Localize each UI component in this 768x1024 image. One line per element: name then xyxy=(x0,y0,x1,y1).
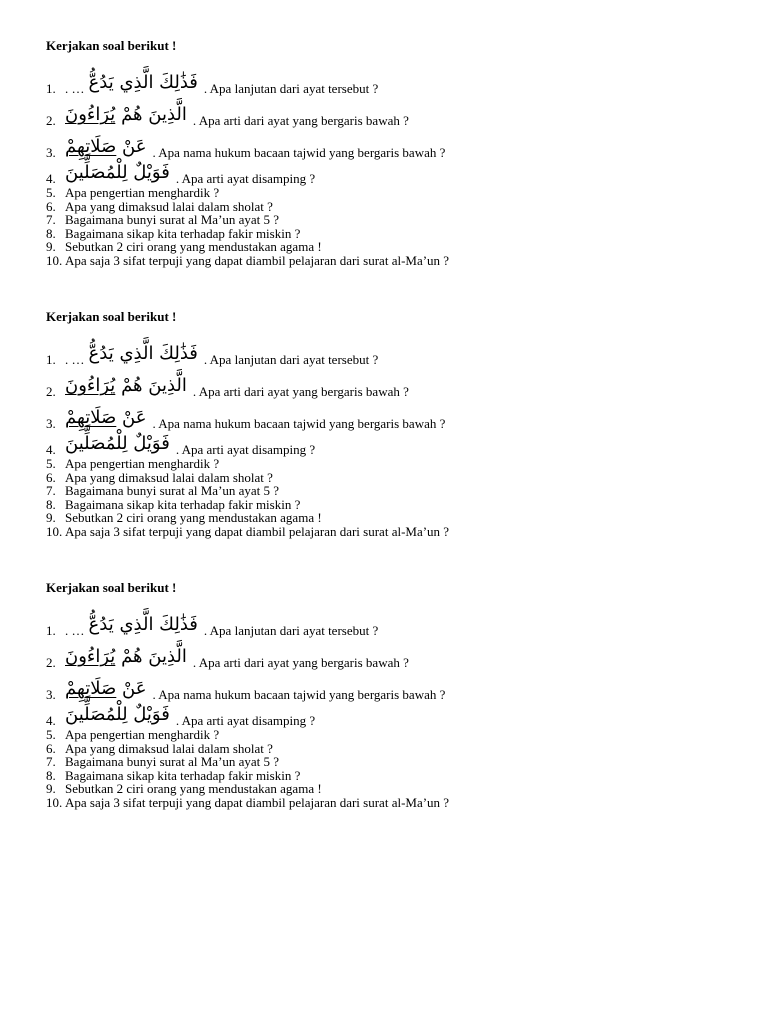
question-8: 8. Bagaimana sikap kita terhadap fakir miskin ? xyxy=(46,767,301,783)
question-text: . Apa lanjutan dari ayat tersebut ? xyxy=(203,352,379,368)
question-text: . Apa arti dari ayat yang bergaris bawah ? xyxy=(192,384,409,400)
question-text: Bagaimana sikap kita terhadap fakir miskin ? xyxy=(65,225,301,241)
question-9: 9. Sebutkan 2 ciri orang yang mendustakan agama ! xyxy=(46,239,322,255)
question-text: Apa yang dimaksud lalai dalam sholat ? xyxy=(65,469,273,485)
question-text: . Apa lanjutan dari ayat tersebut ? xyxy=(203,623,379,639)
question-text: . Apa arti dari ayat yang bergaris bawah ? xyxy=(192,113,409,129)
question-text: . Apa arti ayat disamping ? xyxy=(175,442,316,458)
question-text: Bagaimana sikap kita terhadap fakir miskin ? xyxy=(65,496,301,512)
question-8: 8. Bagaimana sikap kita terhadap fakir miskin ? xyxy=(46,225,301,241)
question-text: . Apa nama hukum bacaan tajwid yang bergaris bawah ? xyxy=(152,687,446,703)
question-text: Apa pengertian menghardik ? xyxy=(65,456,220,471)
question-7: 7. Bagaimana bunyi surat al Ma’un ayat 5 ? xyxy=(46,483,280,499)
question-3: 3. عَنْ صَلَاتِهِمْ . Apa nama hukum bacaan tajwid yang bergaris bawah ? xyxy=(46,407,446,432)
question-5: 5. Apa pengertian menghardik ? xyxy=(46,456,220,471)
question-text: . Apa nama hukum bacaan tajwid yang bergaris bawah ? xyxy=(152,145,446,161)
question-6: 6. Apa yang dimaksud lalai dalam sholat ? xyxy=(46,198,273,214)
question-text: Bagaimana sikap kita terhadap fakir miskin ? xyxy=(65,767,301,783)
question-10: 10. Apa saja 3 sifat terpuji yang dapat diambil pelajaran dari surat al-Ma’un ? xyxy=(46,523,450,539)
arabic-verse: فَذَٰلِكَ الَّذِي يَدُعُّ xyxy=(88,72,198,93)
question-text: Apa yang dimaksud lalai dalam sholat ? xyxy=(65,198,273,214)
arabic-verse: الَّذِينَ هُمْ يُرَاءُونَ xyxy=(65,104,187,125)
arabic-verse: عَنْ صَلَاتِهِمْ xyxy=(65,407,147,428)
question-text: . Apa arti ayat disamping ? xyxy=(175,171,316,187)
question-text: Apa saja 3 sifat terpuji yang dapat diambil pelajaran dari surat al-Ma’un ? xyxy=(65,794,450,810)
arabic-verse: فَوَيْلٌ لِلْمُصَلِّينَ xyxy=(65,433,170,454)
arabic-verse: عَنْ صَلَاتِهِمْ xyxy=(65,678,147,699)
question-5: 5. Apa pengertian menghardik ? xyxy=(46,727,220,742)
underlined-word: صَلَاتِهِمْ xyxy=(65,136,117,157)
question-2: 2. الَّذِينَ هُمْ يُرَاءُونَ . Apa arti dari ayat yang bergaris bawah ? xyxy=(46,646,409,671)
question-4: 4. فَوَيْلٌ لِلْمُصَلِّينَ . Apa arti ayat disamping ? xyxy=(46,433,316,458)
question-text: Bagaimana bunyi surat al Ma’un ayat 5 ? xyxy=(65,483,280,499)
question-text: Sebutkan 2 ciri orang yang mendustakan agama ! xyxy=(65,781,322,797)
question-1: 1. . … فَذَٰلِكَ الَّذِي يَدُعُّ . Apa lanjutan dari ayat tersebut ? xyxy=(46,72,379,97)
question-5: 5. Apa pengertian menghardik ? xyxy=(46,185,220,200)
question-10: 10. Apa saja 3 sifat terpuji yang dapat diambil pelajaran dari surat al-Ma’un ? xyxy=(46,794,450,810)
question-text: Sebutkan 2 ciri orang yang mendustakan agama ! xyxy=(65,239,322,255)
question-1: 1. . … فَذَٰلِكَ الَّذِي يَدُعُّ . Apa lanjutan dari ayat tersebut ? xyxy=(46,614,379,639)
arabic-verse: فَذَٰلِكَ الَّذِي يَدُعُّ xyxy=(88,343,198,364)
underlined-word: يُرَاءُونَ xyxy=(65,646,116,667)
question-text: Apa pengertian menghardik ? xyxy=(65,727,220,742)
question-text: Bagaimana bunyi surat al Ma’un ayat 5 ? xyxy=(65,754,280,770)
arabic-verse: فَوَيْلٌ لِلْمُصَلِّينَ xyxy=(65,704,170,725)
question-text: Sebutkan 2 ciri orang yang mendustakan agama ! xyxy=(65,510,322,526)
question-text: . Apa arti ayat disamping ? xyxy=(175,713,316,729)
question-text: . Apa lanjutan dari ayat tersebut ? xyxy=(203,81,379,97)
arabic-verse: فَذَٰلِكَ الَّذِي يَدُعُّ xyxy=(88,614,198,635)
question-6: 6. Apa yang dimaksud lalai dalam sholat ? xyxy=(46,740,273,756)
question-text: . Apa arti dari ayat yang bergaris bawah ? xyxy=(192,655,409,671)
question-4: 4. فَوَيْلٌ لِلْمُصَلِّينَ . Apa arti ayat disamping ? xyxy=(46,704,316,729)
question-text: Apa pengertian menghardik ? xyxy=(65,185,220,200)
question-3: 3. عَنْ صَلَاتِهِمْ . Apa nama hukum bacaan tajwid yang bergaris bawah ? xyxy=(46,678,446,703)
underlined-word: صَلَاتِهِمْ xyxy=(65,407,117,428)
question-text: Apa saja 3 sifat terpuji yang dapat diambil pelajaran dari surat al-Ma’un ? xyxy=(65,523,450,539)
worksheet-block-3 xyxy=(46,580,746,810)
question-7: 7. Bagaimana bunyi surat al Ma’un ayat 5 ? xyxy=(46,212,280,228)
worksheet-block-2 xyxy=(46,309,746,539)
question-3: 3. عَنْ صَلَاتِهِمْ . Apa nama hukum bacaan tajwid yang bergaris bawah ? xyxy=(46,136,446,161)
question-10: 10. Apa saja 3 sifat terpuji yang dapat diambil pelajaran dari surat al-Ma’un ? xyxy=(46,252,450,268)
underlined-word: يُرَاءُونَ xyxy=(65,104,116,125)
worksheet-block-1 xyxy=(46,38,746,268)
underlined-word: صَلَاتِهِمْ xyxy=(65,678,117,699)
question-9: 9. Sebutkan 2 ciri orang yang mendustakan agama ! xyxy=(46,510,322,526)
question-2: 2. الَّذِينَ هُمْ يُرَاءُونَ . Apa arti dari ayat yang bergaris bawah ? xyxy=(46,375,409,400)
question-text: . Apa nama hukum bacaan tajwid yang bergaris bawah ? xyxy=(152,416,446,432)
question-text: Apa yang dimaksud lalai dalam sholat ? xyxy=(65,740,273,756)
arabic-verse: الَّذِينَ هُمْ يُرَاءُونَ xyxy=(65,646,187,667)
worksheet-title: Kerjakan soal berikut ! xyxy=(46,309,177,324)
question-text: Bagaimana bunyi surat al Ma’un ayat 5 ? xyxy=(65,212,280,228)
question-8: 8. Bagaimana sikap kita terhadap fakir miskin ? xyxy=(46,496,301,512)
question-text: Apa saja 3 sifat terpuji yang dapat diambil pelajaran dari surat al-Ma’un ? xyxy=(65,252,450,268)
worksheet-title: Kerjakan soal berikut ! xyxy=(46,38,177,53)
question-2: 2. الَّذِينَ هُمْ يُرَاءُونَ . Apa arti dari ayat yang bergaris bawah ? xyxy=(46,104,409,129)
question-4: 4. فَوَيْلٌ لِلْمُصَلِّينَ . Apa arti ayat disamping ? xyxy=(46,162,316,187)
question-6: 6. Apa yang dimaksud lalai dalam sholat ? xyxy=(46,469,273,485)
worksheet-title: Kerjakan soal berikut ! xyxy=(46,580,177,595)
arabic-verse: عَنْ صَلَاتِهِمْ xyxy=(65,136,147,157)
arabic-verse: فَوَيْلٌ لِلْمُصَلِّينَ xyxy=(65,162,170,183)
arabic-verse: الَّذِينَ هُمْ يُرَاءُونَ xyxy=(65,375,187,396)
underlined-word: يُرَاءُونَ xyxy=(65,375,116,396)
question-7: 7. Bagaimana bunyi surat al Ma’un ayat 5 ? xyxy=(46,754,280,770)
question-9: 9. Sebutkan 2 ciri orang yang mendustakan agama ! xyxy=(46,781,322,797)
question-1: 1. . … فَذَٰلِكَ الَّذِي يَدُعُّ . Apa lanjutan dari ayat tersebut ? xyxy=(46,343,379,368)
